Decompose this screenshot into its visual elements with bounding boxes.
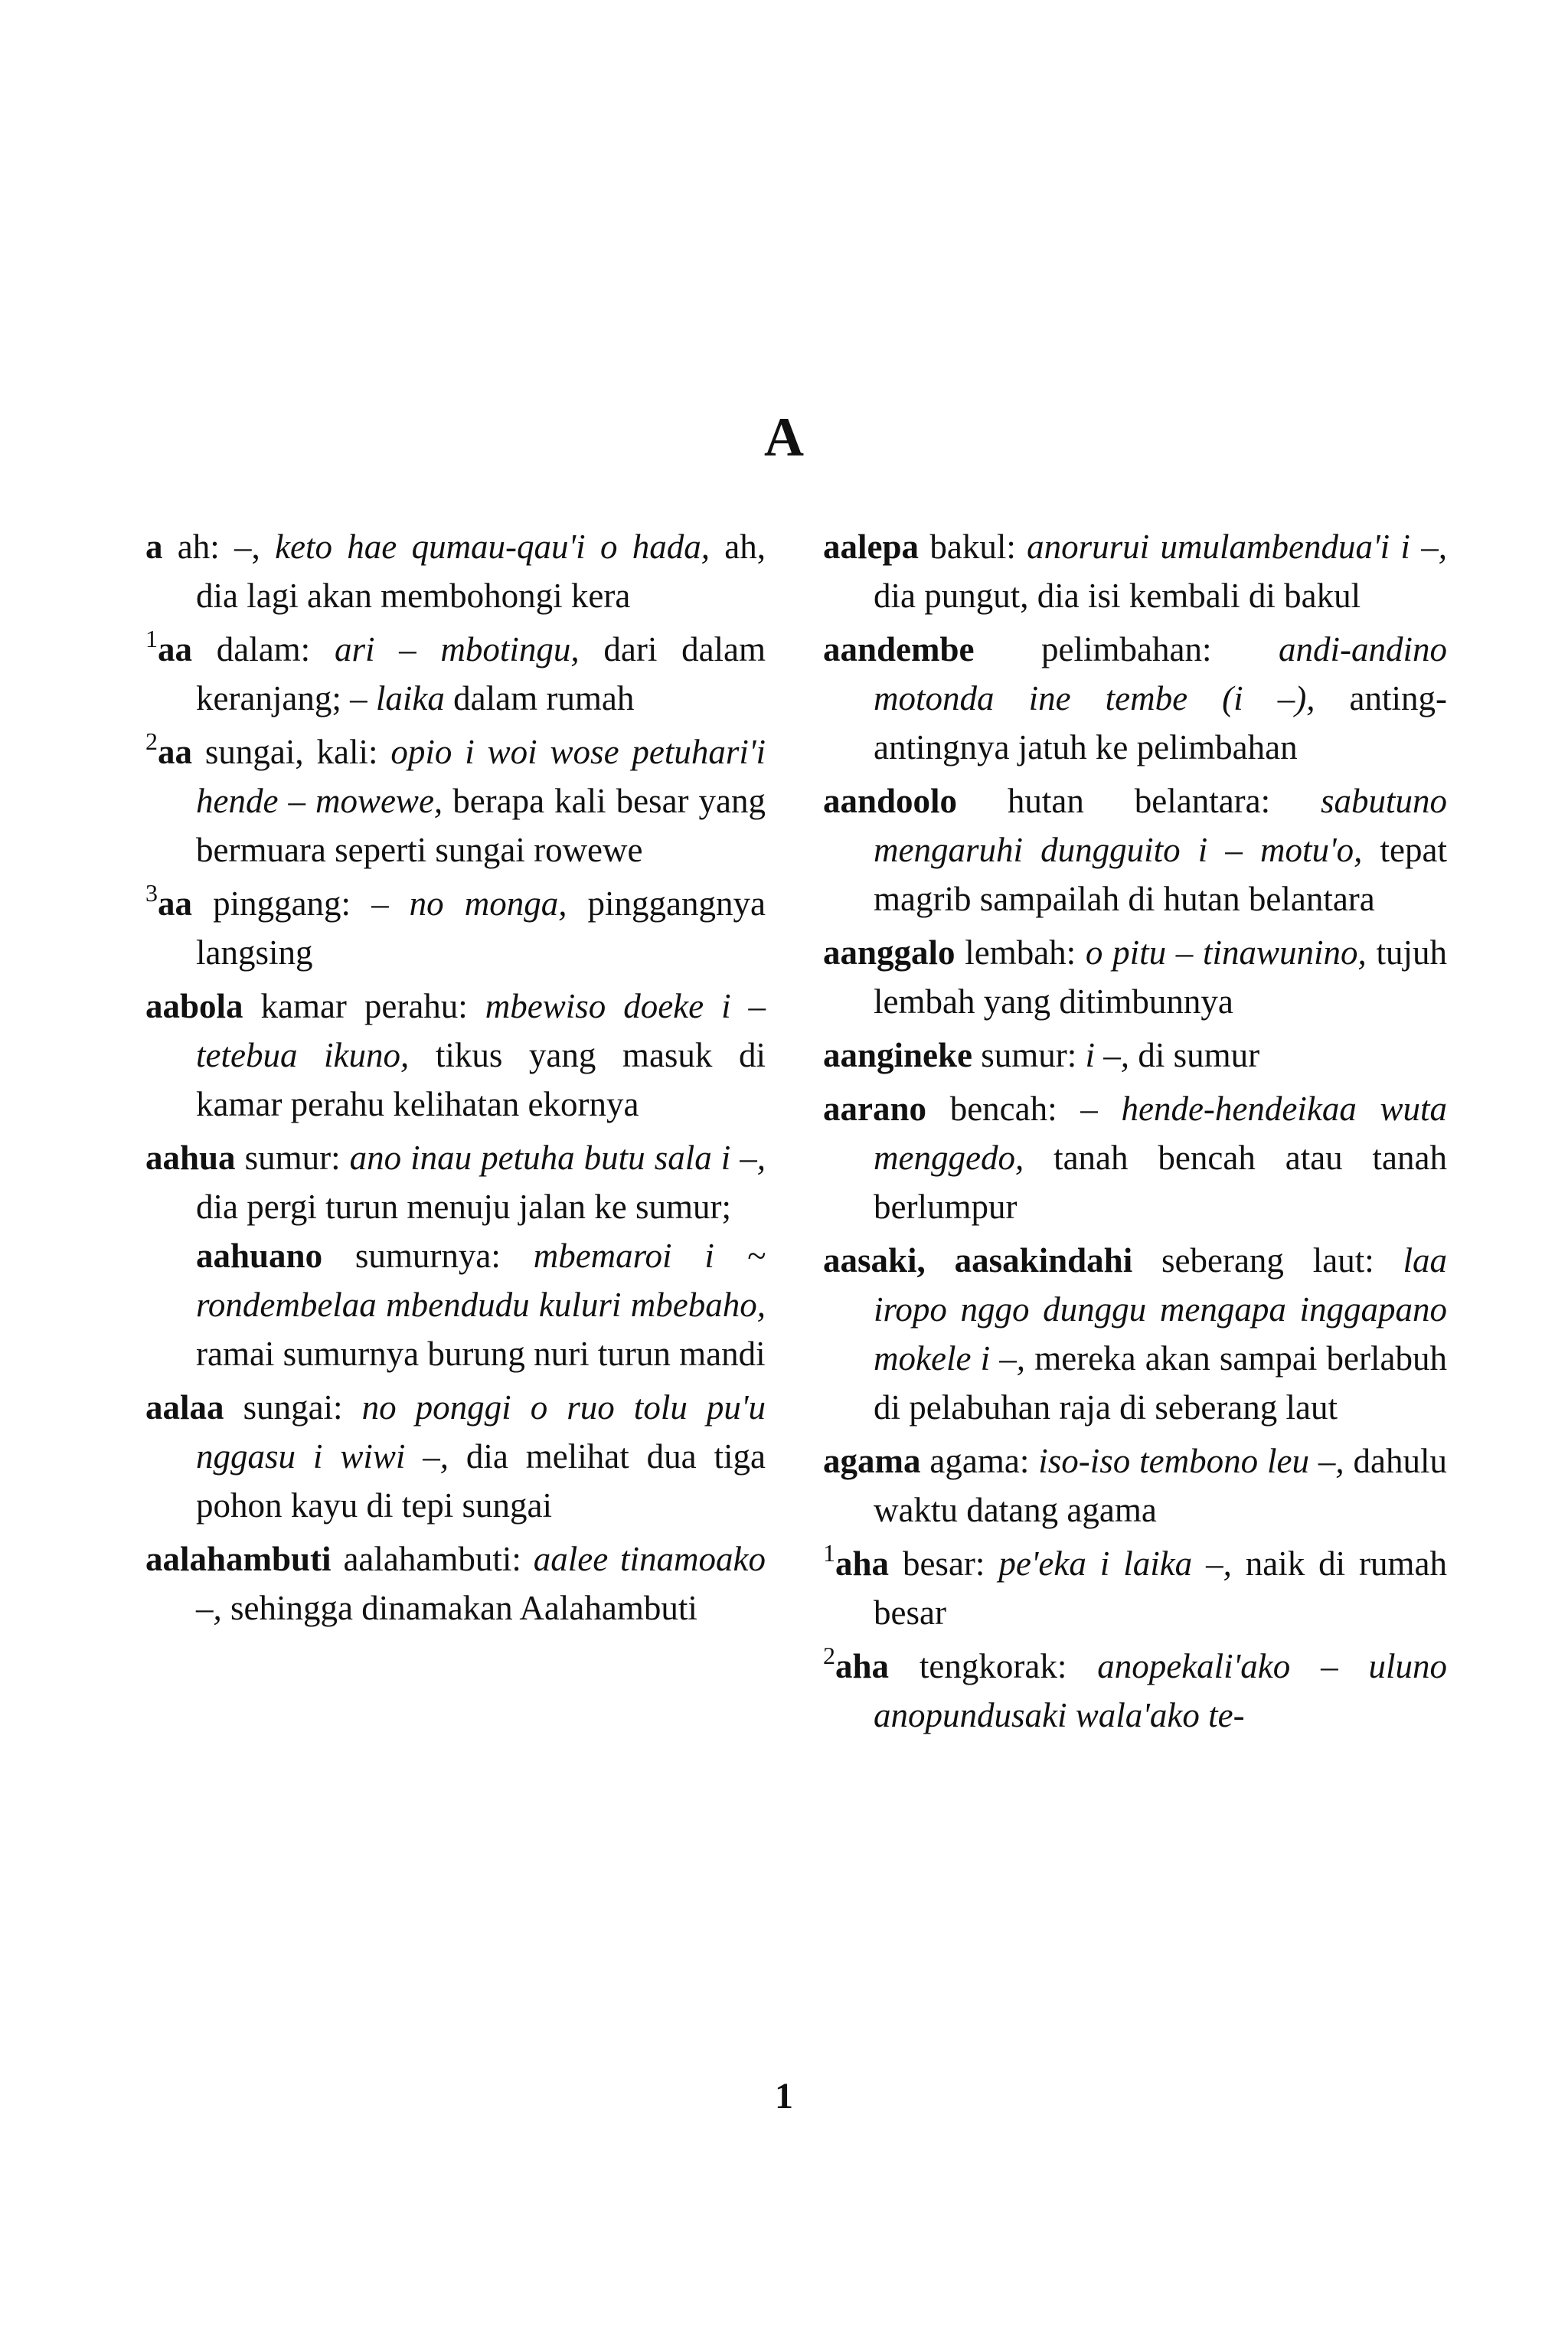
definition: kamar perahu: — [260, 987, 468, 1025]
translation-text: –, — [219, 528, 276, 566]
definition: pelimbahan: — [1041, 630, 1212, 668]
page-number: 1 — [775, 2076, 793, 2116]
example-phrase: opio i woi wose petuhari'i hende – mowewe, — [196, 733, 766, 820]
example-phrase: keto hae qumau-qau'i o hada, — [275, 528, 710, 566]
dictionary-entry — [823, 1236, 1447, 1432]
dictionary-entry — [145, 625, 766, 723]
example-phrase: no ponggi o ruo tolu pu'u nggasu i wiwi –, — [196, 1388, 766, 1476]
headword: aalaa — [145, 1388, 224, 1427]
example-phrase: laika — [375, 679, 445, 717]
definition: sumur: — [244, 1139, 341, 1177]
headword: aandembe — [823, 630, 975, 668]
headword: aalepa — [823, 528, 920, 566]
translation-text: dia melihat dua tiga pohon kayu di tepi sungai — [196, 1437, 766, 1525]
homonym-number: 2 — [823, 1642, 835, 1669]
dictionary-entry — [823, 1084, 1447, 1231]
headword: aabola — [145, 987, 243, 1025]
dictionary-entry — [145, 727, 766, 874]
translation-text: dia pergi turun menuju jalan ke sumur; — [196, 1188, 732, 1226]
headword: aangineke — [823, 1036, 973, 1074]
headword: aha — [835, 1544, 890, 1583]
homonym-number: 1 — [823, 1539, 835, 1567]
dictionary-entry — [145, 1534, 766, 1632]
headword: a — [145, 528, 163, 566]
example-phrase: ari — [334, 630, 375, 668]
headword: aa — [158, 884, 192, 923]
definition: sungai: — [243, 1388, 343, 1427]
page-letter: A — [764, 407, 804, 468]
headword: aa — [158, 733, 192, 771]
headword: aarano — [823, 1090, 926, 1128]
dictionary-entry — [823, 1539, 1447, 1637]
definition: agama: — [929, 1442, 1030, 1480]
definition: seberang laut: — [1161, 1241, 1374, 1280]
homonym-number: 1 — [145, 625, 158, 652]
example-phrase: aalee tinamoako –, — [196, 1540, 766, 1627]
definition: bencah: — [949, 1090, 1057, 1128]
translation-text: di sumur — [1129, 1036, 1260, 1074]
headword: aahua — [145, 1139, 236, 1177]
dictionary-entry — [823, 1436, 1447, 1534]
dictionary-entry — [823, 776, 1447, 923]
translation-text: dia pungut, dia isi kembali di bakul — [874, 577, 1361, 615]
example-phrase: mbemaroi i ~ rondembelaa mbendudu kuluri mbebaho, — [196, 1237, 766, 1324]
definition: lembah: — [965, 933, 1076, 972]
translation-text: tujuh lembah yang ditimbunnya — [874, 933, 1448, 1021]
example-phrase: pe'eka i laika –, — [998, 1544, 1232, 1583]
translation-text: tepat magrib sampailah di hutan belantara — [874, 831, 1447, 918]
homonym-number: 2 — [145, 727, 158, 755]
example-phrase: mbewiso doeke i – tetebua ikuno, — [196, 987, 766, 1074]
translation-text: ah, dia lagi akan membohongi kera — [196, 528, 766, 615]
translation-text: – — [351, 884, 410, 923]
dictionary-entry — [145, 1383, 766, 1530]
dictionary-entry — [823, 928, 1447, 1026]
definition: tengkorak: — [919, 1647, 1067, 1685]
dictionary-entry — [145, 1133, 766, 1231]
definition: dalam: — [216, 630, 311, 668]
definition: aalahambuti: — [343, 1540, 521, 1578]
translation-text: naik di rumah besar — [874, 1544, 1448, 1632]
headword: aa — [158, 630, 192, 668]
translation-text: pinggangnya langsing — [196, 884, 766, 972]
translation-text: ramai sumurnya burung nuri turun mandi — [196, 1335, 766, 1373]
translation-text: dahulu waktu datang agama — [874, 1442, 1448, 1529]
dictionary-entry — [823, 1031, 1447, 1080]
example-phrase: ano inau petuha butu sala i –, — [349, 1139, 766, 1177]
dictionary-entry — [823, 1642, 1447, 1740]
example-phrase: hende-hendeikaa wuta menggedo, — [874, 1090, 1448, 1177]
example-phrase: i –, — [1085, 1036, 1130, 1074]
example-phrase: no monga, — [409, 884, 567, 923]
definition: sumurnya: — [354, 1237, 501, 1275]
right-column — [823, 522, 1447, 1744]
headword: agama — [823, 1442, 921, 1480]
translation-text: berapa kali besar yang bermuara seperti sungai rowewe — [196, 782, 766, 869]
headword: aahuano — [196, 1237, 323, 1275]
definition: bakul: — [929, 528, 1016, 566]
translation-text: sehingga dinamakan Aalahambuti — [221, 1589, 697, 1627]
definition: sumur: — [981, 1036, 1077, 1074]
homonym-number: 3 — [145, 879, 158, 907]
dictionary-entry — [145, 1231, 766, 1378]
translation-text: dalam rumah — [444, 679, 635, 717]
translation-text: dari dalam keranjang; – — [196, 630, 766, 717]
translation-text: tanah bencah atau tanah berlumpur — [874, 1139, 1447, 1226]
dictionary-entry — [145, 522, 766, 620]
translation-text: mereka akan sampai berlabuh di pelabuhan raja di seberang laut — [874, 1339, 1447, 1427]
example-phrase: sabutuno mengaruhi dungguito i – motu'o, — [874, 782, 1448, 869]
example-phrase: mbotingu, — [440, 630, 580, 668]
example-phrase: o pitu – tinawunino, — [1085, 933, 1367, 972]
definition: sungai, kali: — [204, 733, 378, 771]
translation-text: anting-antingnya jatuh ke pelimbahan — [874, 679, 1447, 766]
dictionary-entry — [823, 522, 1447, 620]
dictionary-entry — [145, 879, 766, 977]
left-column — [145, 522, 766, 1637]
headword: aha — [835, 1647, 890, 1685]
example-phrase: andi-andino motonda ine tembe (i –), — [874, 630, 1448, 717]
headword: aalahambuti — [145, 1540, 332, 1578]
definition: ah: — [177, 528, 220, 566]
dictionary-entry — [145, 982, 766, 1129]
translation-text: – — [374, 630, 441, 668]
definition: besar: — [902, 1544, 985, 1583]
translation-text: tikus yang masuk di kamar perahu kelihatan ekornya — [196, 1036, 766, 1123]
example-phrase: iso-iso tembono leu –, — [1038, 1442, 1344, 1480]
headword: aanggalo — [823, 933, 956, 972]
headword: aandoolo — [823, 782, 958, 820]
dictionary-entry — [823, 625, 1447, 772]
definition: pinggang: — [213, 884, 351, 923]
example-phrase: laa iropo nggo dunggu mengapa inggapano mokele i –, — [874, 1241, 1448, 1378]
headword: aasaki, aasakindahi — [823, 1241, 1133, 1280]
definition: hutan belantara: — [1007, 782, 1271, 820]
example-phrase: anorurui umulambendua'i i –, — [1027, 528, 1447, 566]
translation-text: – — [1057, 1090, 1122, 1128]
example-phrase: anopekali'ako – uluno anopundusaki wala'ako te- — [874, 1647, 1448, 1734]
